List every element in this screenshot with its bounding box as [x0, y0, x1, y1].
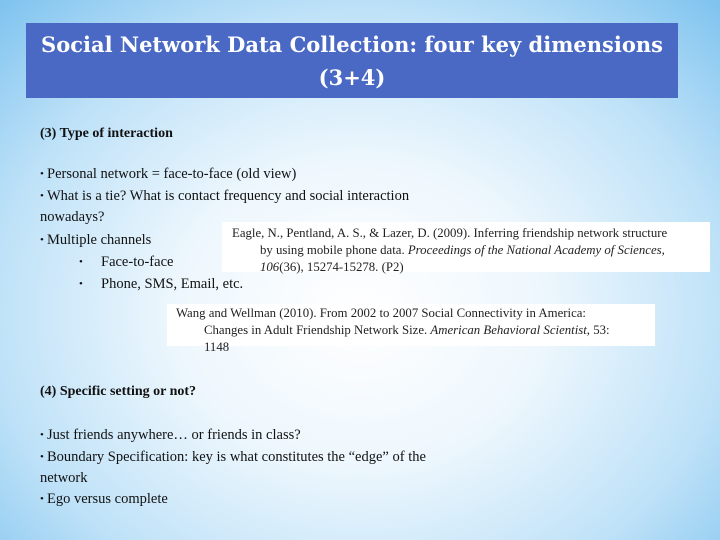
reference-line-2 [232, 242, 710, 259]
reference-text: Changes in Adult Friendship Network Size. [204, 323, 431, 337]
reference-eagle-2009 [222, 222, 710, 272]
bullet-text: Ego versus complete [47, 491, 168, 507]
reference-line-2 [176, 322, 655, 339]
bullet-dot: • [40, 234, 44, 246]
bullet-text: What is a tie? What is contact frequency and social interaction [47, 188, 410, 204]
bullet-dot: • [40, 168, 44, 180]
reference-volume: 106 [260, 260, 280, 274]
sub-bullet-text: Phone, SMS, Email, etc. [101, 276, 244, 292]
section4-bullet-1 [40, 425, 301, 446]
reference-journal: Proceedings of the National Academy of Sciences, [407, 243, 665, 257]
section4-bullet-2-continued: network [40, 470, 88, 486]
title-line-2: (3+4) [318, 65, 386, 90]
section3-bullet-1 [40, 164, 296, 185]
reference-line-3 [232, 259, 710, 276]
bullet-text: Multiple channels [47, 232, 152, 248]
reference-wang-wellman-2010 [167, 304, 655, 354]
title-line-1: Social Network Data Collection: four key dimensions [41, 32, 663, 57]
reference-journal: American Behavioral Scientist, [430, 323, 590, 337]
section3-bullet-2-continued: nowadays? [40, 209, 105, 225]
reference-text: by using mobile phone data. [260, 243, 408, 257]
reference-line-1: Eagle, N., Pentland, A. S., & Lazer, D. (2009). Inferring friendship network structure [232, 226, 668, 240]
bullet-text: Just friends anywhere… or friends in class? [47, 427, 301, 443]
bullet-dot: • [79, 278, 83, 290]
section3-sub-bullet-2 [79, 274, 243, 295]
section3-sub-bullet-1 [79, 252, 173, 273]
reference-line-3: 1148 [204, 340, 230, 354]
section3-bullet-3 [40, 230, 151, 251]
reference-line-1: Wang and Wellman (2010). From 2002 to 2007 Social Connectivity in America: [176, 306, 586, 320]
section4-bullet-2 [40, 447, 426, 468]
section4-heading: (4) Specific setting or not? [40, 384, 197, 399]
reference-volume: 53: [590, 323, 610, 337]
reference-pages: (36), 15274-15278. (P2) [279, 260, 404, 274]
bullet-text: Personal network = face-to-face (old view) [47, 166, 297, 182]
slide-title [26, 23, 678, 98]
bullet-dot: • [40, 429, 44, 441]
section4-bullet-3 [40, 489, 168, 510]
sub-bullet-text: Face-to-face [101, 254, 174, 270]
bullet-dot: • [79, 256, 83, 268]
bullet-dot: • [40, 190, 44, 202]
section3-bullet-2 [40, 186, 409, 207]
bullet-dot: • [40, 451, 44, 463]
bullet-dot: • [40, 493, 44, 505]
bullet-text: Boundary Specification: key is what constitutes the “edge” of the [47, 449, 426, 465]
section3-heading: (3) Type of interaction [40, 126, 173, 141]
